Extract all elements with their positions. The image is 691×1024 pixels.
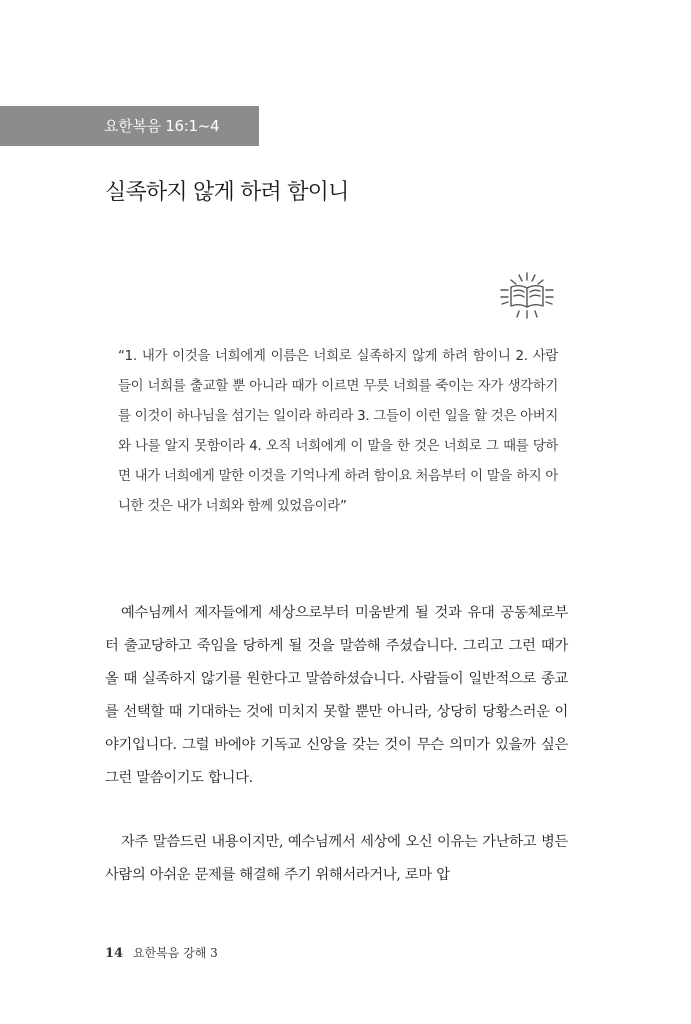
open-bible-with-rays-icon [497,271,557,321]
section-banner [0,106,259,146]
page-number: 14 [105,946,124,961]
body-paragraph-1: 예수님께서 제자들에게 세상으로부터 미움받게 될 것과 유대 공동체로부터 출교당하고 죽임을 당하게 될 것을 말씀해 주셨습니다. 그리고 그런 때가 올 때 실족하지 않기를 원한다고 말씀하셨습니다. 사람들이 일반적으로 종교를 선택할 때 기대하는 것에 미치지 못할 뿐만 아니라, 상당히 당황스러운 이야기입니다. 그럴 바에야 기독교 신앙을 갖는 것이 무슨 의미가 있을까 싶은 그런 말씀이기도 합니다. [105,605,568,786]
book-title: 요한복음 강해 3 [132,946,218,960]
section-label: 요한복음 16:1~4 [104,117,220,135]
page-title: 실족하지 않게 하려 함이니 [105,180,349,205]
page-footer [105,944,218,961]
scripture-quote: “1. 내가 이것을 너희에게 이름은 너희로 실족하지 않게 하려 함이니 2. 사람들이 너희를 출교할 뿐 아니라 때가 이르면 무릇 너희를 죽이는 자가 생각하기를 이것이 하나님을 섬기는 일이라 하리라 3. 그들이 이런 일을 할 것은 아버지와 나를 알지 못함이라 4. 오직 너희에게 이 말을 한 것은 너희로 그 때를 당하면 내가 너희에게 말한 이것을 기억나게 하려 함이요 처음부터 이 말을 하지 아니한 것은 내가 너희와 함께 있었음이라” [118,349,558,514]
body-paragraph-2: 자주 말씀드린 내용이지만, 예수님께서 세상에 오신 이유는 가난하고 병든 사람의 아쉬운 문제를 해결해 주기 위해서라거나, 로마 압 [105,834,568,883]
